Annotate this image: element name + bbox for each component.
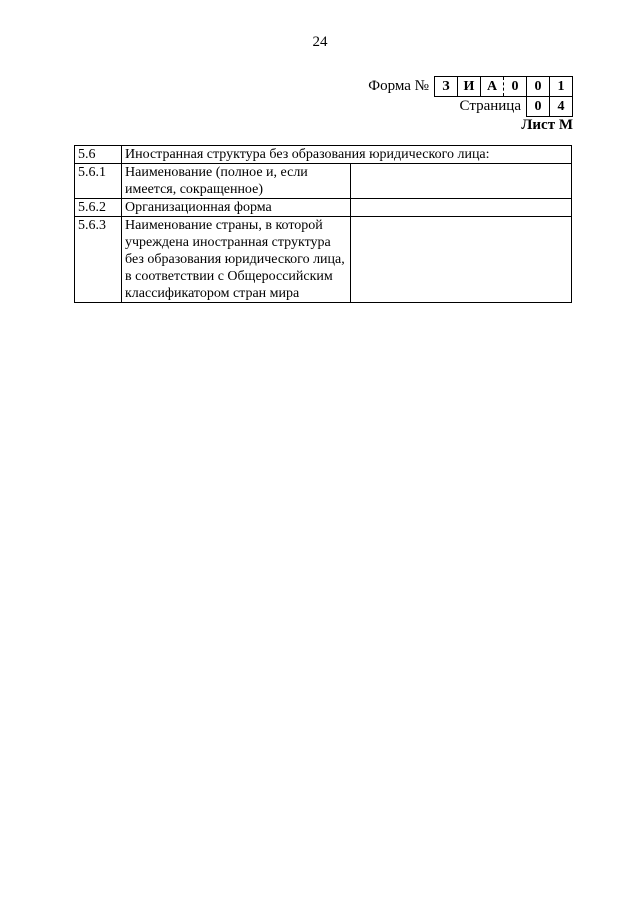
- section-title: Иностранная структура без образования юридического лица:: [122, 146, 572, 164]
- row-label: Наименование страны, в которой учреждена иностранная структура без образования юридического лица, в соответствии с Общероссийским классификатором стран мира: [122, 217, 351, 303]
- row-label: Наименование (полное и, если имеется, сокращенное): [122, 164, 351, 199]
- form-code-char: 1: [557, 79, 565, 94]
- sheet-label: Лист М: [521, 117, 573, 133]
- page-number: 24: [312, 34, 328, 50]
- row-value-field[interactable]: [351, 199, 572, 217]
- page-code-char: 4: [557, 99, 565, 114]
- page-code-label: Страница: [459, 98, 521, 114]
- row-value-field[interactable]: [351, 217, 572, 303]
- table-row: [75, 199, 572, 217]
- data-table: [74, 145, 572, 303]
- page-code-boxes: [526, 96, 573, 117]
- table-header-row: [75, 146, 572, 164]
- form-code-char: З: [435, 77, 458, 96]
- table-row: [75, 217, 572, 303]
- form-code-char: А: [481, 77, 504, 96]
- table-row: [75, 164, 572, 199]
- row-number: 5.6.2: [75, 199, 122, 217]
- page-code-char: 0: [527, 97, 550, 116]
- form-code-char: И: [458, 77, 481, 96]
- form-code-char: 0: [504, 77, 527, 96]
- row-value-field[interactable]: [351, 164, 572, 199]
- row-number: 5.6.1: [75, 164, 122, 199]
- form-code-char: 0: [527, 77, 550, 96]
- page-code: [460, 96, 573, 117]
- form-number: [368, 76, 573, 97]
- form-number-label: Форма №: [368, 78, 429, 94]
- section-number: 5.6: [75, 146, 122, 164]
- form-code-boxes: [434, 76, 573, 97]
- row-number: 5.6.3: [75, 217, 122, 303]
- row-label: Организационная форма: [122, 199, 351, 217]
